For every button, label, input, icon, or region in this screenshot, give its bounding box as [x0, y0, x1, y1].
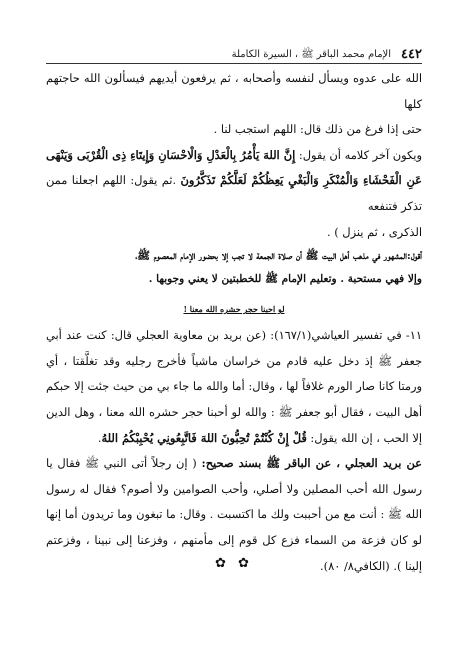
paragraph-1-line-1: الله على عدوه ويسأل لنفسه وأصحابه ، ثم يرفعون أيديهم فيسألون الله حاجتهم كلها — [46, 71, 422, 111]
paragraph-2-end: الذكرى ، ثم ينزل ) . — [326, 224, 422, 239]
paragraph-4-text: ( إن رجلاً أتى النبي ﷺ فقال يا رسول الله أحب المصلين ولا أصلي، وأحب الصوامين ولا أصوم؟ فقال له رسول الله ﷺ : أنت مع من أحببت ولك ما اكتسبت . وقال: ما تبغون وما تريدون أما إنها لو كان فزعة من السماء فزع كل قوم إلى مأمنهم ، وفزعنا إلى نبينا ، وفزعتم إلينا ). (الكافي٨/ ٨٠). — [46, 456, 422, 573]
paragraph-2 — [46, 143, 422, 220]
section-heading-text: لو احبنا حجر حشره الله معنا ! — [183, 304, 285, 315]
paragraph-2-tail: .ثم يقول: اللهم اجعلنا ممن تذكر فتنفعه — [46, 173, 422, 213]
paragraph-3-text: ١١- في تفسير العياشي(١٦٧/١): (عن بريد بن معاوية العجلي قال: كنت عند أبي جعفر ﷺ إذ دخل عليه قادم من خراسان ماشياً فأخرج رجليه وقد تغلَّقتا ، أي ورمتا كانا صار الورم غلافاً لها ، وقال: أما والله ما جاء بي من حيث جئت إلا حبكم أهل البيت ، فقال أبو جعفر ﷺ : والله لو أحبنا حجر حشره الله معنا ، وهل الدين إلا الحب ، إن الله يقول: — [46, 328, 422, 445]
running-header — [46, 40, 422, 62]
quran-verse-1: إِنَّ اللهَ يَأْمُرُ بِالْعَدْلِ وَالْاحْسَانِ وَإِيتَاءِ ذِى الْقُرْبَى وَيَنْهَى عَنِ الْفَحْشَاءِ وَالْمُنْكَرِ وَالْبَغْيِ يَعِظُكُمْ لَعَلَّكُمْ تَذَكَّرُونَ — [46, 147, 422, 188]
paragraph-2-intro: ويكون آخر كلامه أن يقول: — [295, 147, 422, 162]
header-title: الإمام محمد الباقر ﷺ ، السيرة الكاملة — [231, 49, 392, 60]
paragraph-1-line-2: حتى إذا فرغ من ذلك قال: اللهم استجب لنا . — [213, 122, 422, 137]
page-body — [46, 66, 422, 579]
paragraph-3 — [46, 323, 422, 451]
paragraph-4-source: عن بريد العجلي ، عن الباقر ﷺ بسند صحيح: — [201, 456, 422, 471]
end-ornament: ✿ ✿ — [215, 556, 253, 571]
author-note-line-2: وإلا فهي مستحبة . وتعليم الإمام ﷺ للخطبتين لا يعني وجوبها . — [148, 273, 422, 286]
paragraph-3-end: . — [97, 430, 102, 445]
author-note-line-1: أقول:المشهور في مذهب أهل البيت ﷺ أن صلاة الجمعة لا تجب إلا بحضور الإمام المعصوم ﷺ، — [135, 250, 422, 263]
section-heading — [46, 303, 422, 315]
page-number: ٤٤٢ — [401, 47, 422, 62]
quran-verse-2: قُلْ إِنْ كُنْتُمْ تُحِبُّونَ اللهَ فَاتَّبِعُونِي يُحْبِبْكُمُ اللهُ — [101, 430, 307, 445]
header-rule — [46, 63, 422, 64]
